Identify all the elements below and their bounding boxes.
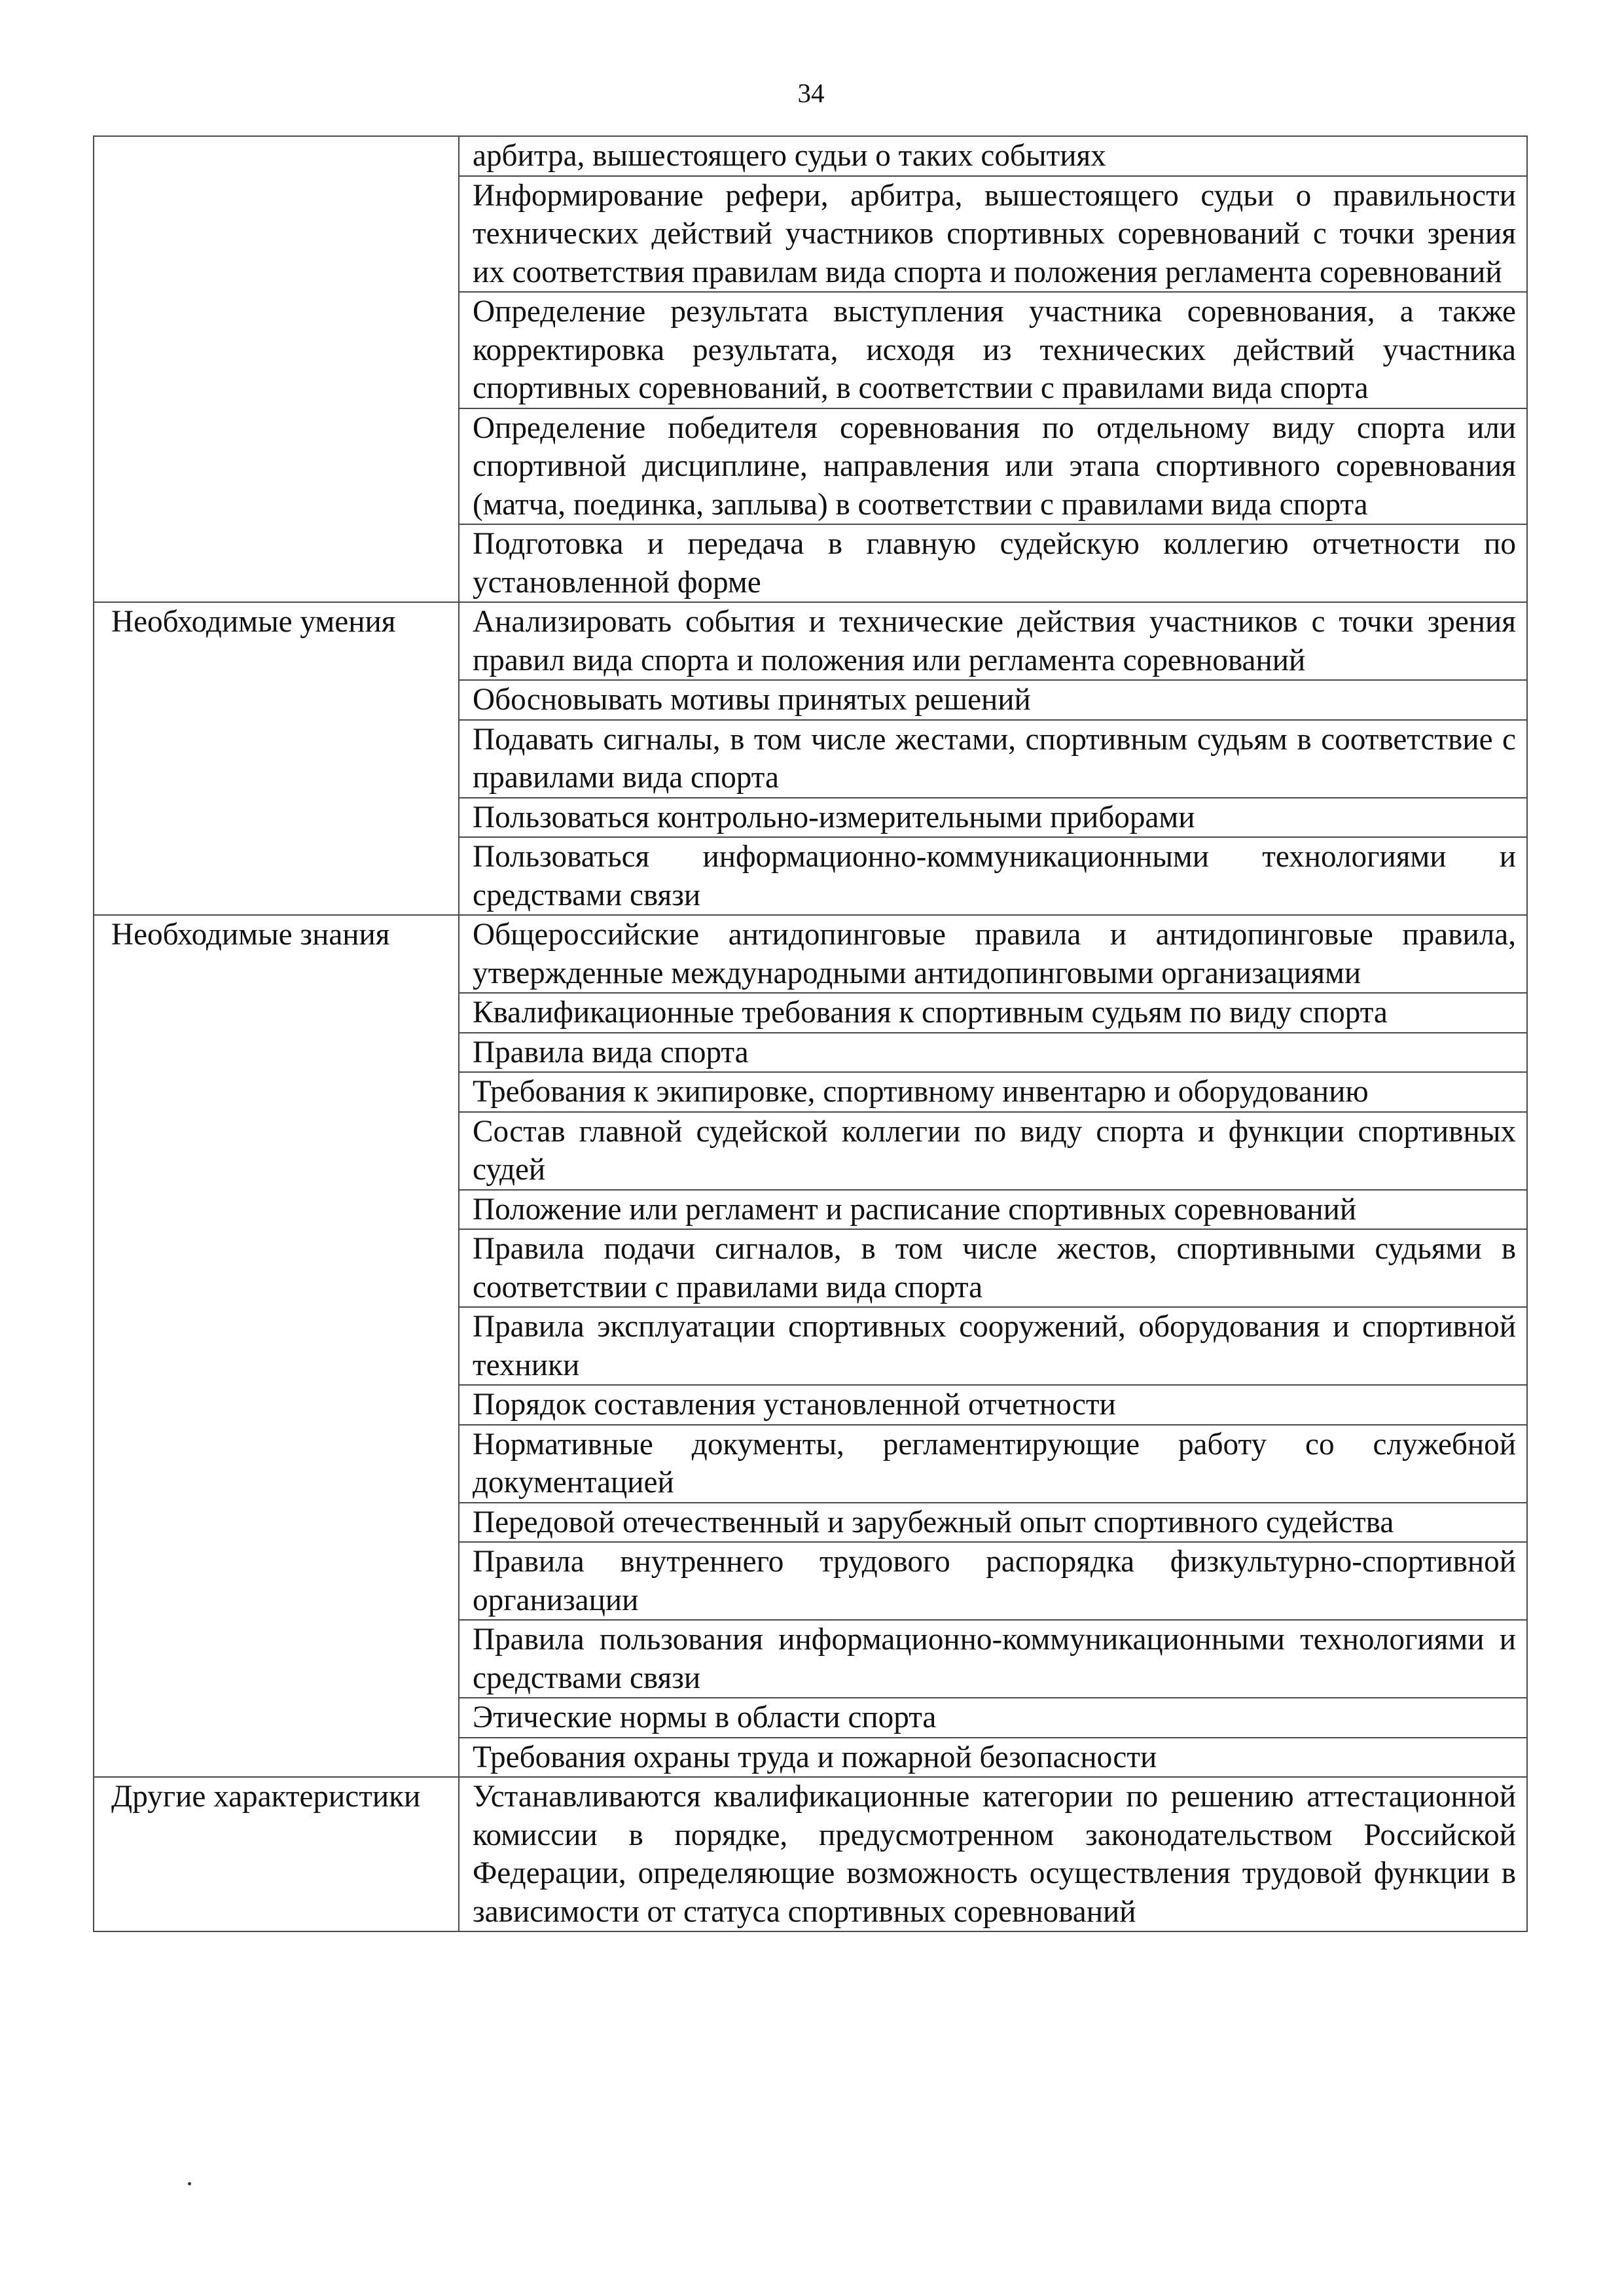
- section-label-other: Другие характеристики: [94, 1777, 459, 1931]
- table-cell: Правила пользования информационно-коммуникационными технологиями и средствами связи: [459, 1620, 1527, 1698]
- table-cell: Определение результата выступления участника соревнования, а также корректировка результата, исходя из технических действий участника спортивных соревнований, в соответствии с правилами вида спорта: [459, 292, 1527, 408]
- table-cell: арбитра, вышестоящего судьи о таких событиях: [459, 136, 1527, 176]
- table-cell: Устанавливаются квалификационные категории по решению аттестационной комиссии в порядке, предусмотренном законодательством Российской Федерации, определяющие возможность осуществления трудовой функции в зависимости от статуса спортивных соревнований: [459, 1777, 1527, 1931]
- table-cell: Нормативные документы, регламентирующие работу со служебной документацией: [459, 1425, 1527, 1503]
- table-row: [94, 915, 1527, 993]
- table-cell: Пользоваться контрольно-измерительными приборами: [459, 798, 1527, 838]
- table-cell: Подготовка и передача в главную судейскую коллегию отчетности по установленной форме: [459, 524, 1527, 602]
- table-cell: Требования к экипировке, спортивному инвентарю и оборудованию: [459, 1072, 1527, 1112]
- table-cell: Квалификационные требования к спортивным судьям по виду спорта: [459, 993, 1527, 1033]
- scan-dot: [188, 2182, 191, 2185]
- table-cell: Состав главной судейской коллегии по виду спорта и функции спортивных судей: [459, 1112, 1527, 1190]
- section-label-knowledge: Необходимые знания: [94, 915, 459, 1777]
- table-cell: Пользоваться информационно-коммуникационными технологиями и средствами связи: [459, 837, 1527, 915]
- table-cell: Передовой отечественный и зарубежный опыт спортивного судейства: [459, 1503, 1527, 1543]
- section-label: [94, 136, 459, 602]
- table-cell: Правила подачи сигналов, в том числе жестов, спортивными судьями в соответствии с правилами вида спорта: [459, 1229, 1527, 1307]
- table-cell: Анализировать события и технические действия участников с точки зрения правил вида спорта и положения или регламента соревнований: [459, 602, 1527, 680]
- table-cell: Правила внутреннего трудового распорядка физкультурно-спортивной организации: [459, 1542, 1527, 1620]
- table-cell: Общероссийские антидопинговые правила и антидопинговые правила, утвержденные международными антидопинговыми организациями: [459, 915, 1527, 993]
- table-cell: Положение или регламент и расписание спортивных соревнований: [459, 1190, 1527, 1230]
- table-cell: Требования охраны труда и пожарной безопасности: [459, 1738, 1527, 1778]
- requirements-table: [93, 135, 1528, 1932]
- table-cell: Обосновывать мотивы принятых решений: [459, 680, 1527, 720]
- table-cell: Правила вида спорта: [459, 1033, 1527, 1073]
- table-cell: Порядок составления установленной отчетности: [459, 1385, 1527, 1425]
- table-row: [94, 602, 1527, 680]
- table-row: [94, 1777, 1527, 1931]
- page-number: 34: [797, 78, 825, 108]
- table-cell: Правила эксплуатации спортивных сооружений, оборудования и спортивной техники: [459, 1307, 1527, 1385]
- table-cell: Этические нормы в области спорта: [459, 1698, 1527, 1738]
- table-cell: Информирование рефери, арбитра, вышестоящего судьи о правильности технических действий участников спортивных соревнований с точки зрения их соответствия правилам вида спорта и положения регламента соревнований: [459, 176, 1527, 293]
- section-label-skills: Необходимые умения: [94, 602, 459, 915]
- table-cell: Подавать сигналы, в том числе жестами, спортивным судьям в соответствие с правилами вида спорта: [459, 720, 1527, 798]
- table-cell: Определение победителя соревнования по отдельному виду спорта или спортивной дисциплине, направления или этапа спортивного соревнования (матча, поединка, заплыва) в соответствии с правилами вида спорта: [459, 408, 1527, 525]
- table-row: [94, 136, 1527, 176]
